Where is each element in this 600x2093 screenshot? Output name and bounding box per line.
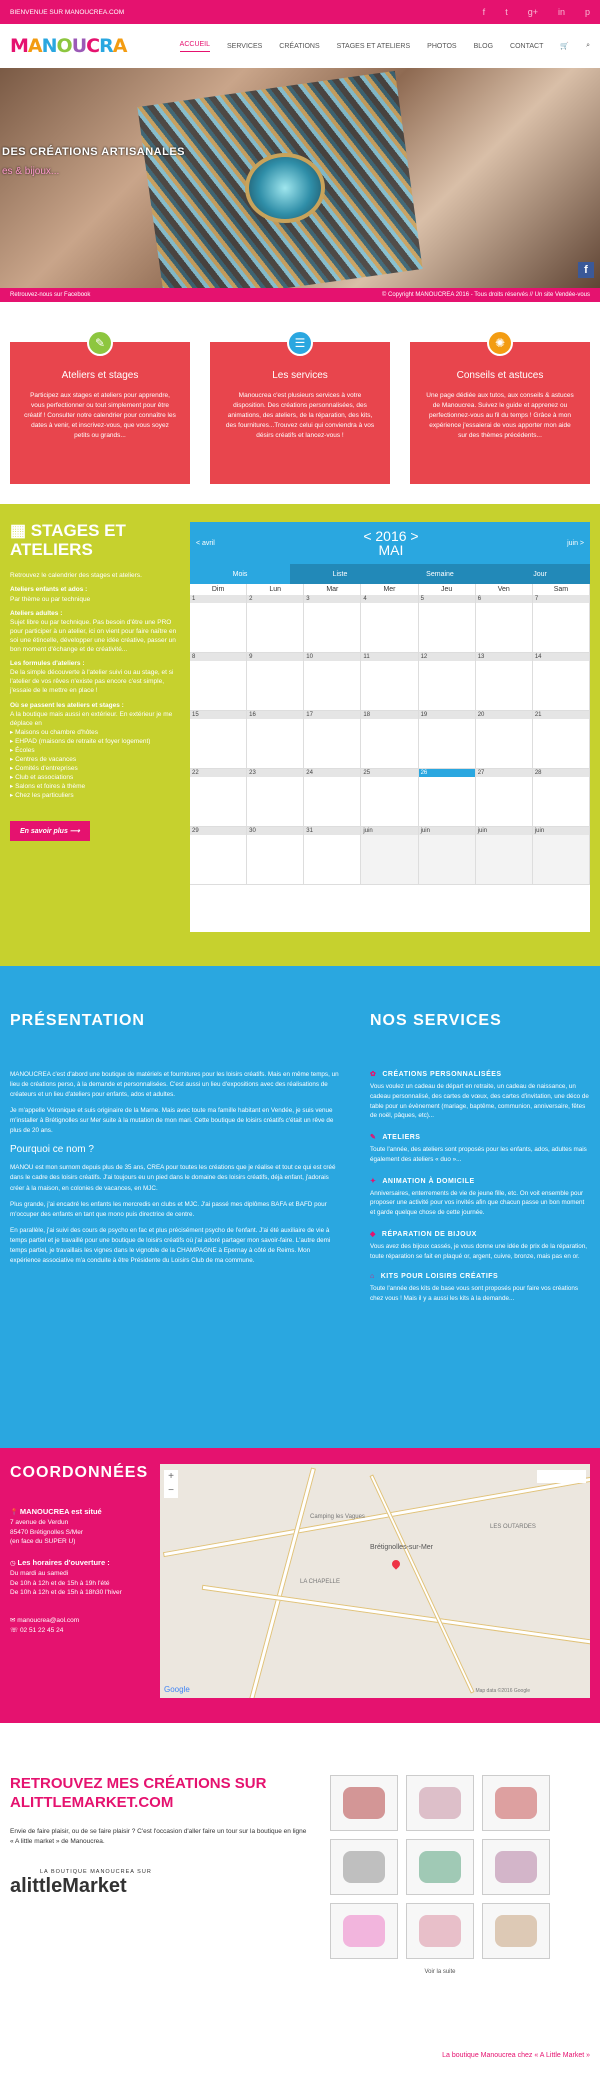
calendar-day[interactable]: 5: [419, 595, 476, 653]
hero-slogan-sub: es & bijoux...: [2, 166, 60, 177]
calendar-day[interactable]: 21: [533, 711, 590, 769]
calendar-day[interactable]: juin: [361, 827, 418, 885]
hero-stone-image: [245, 153, 325, 223]
calendar-day[interactable]: 2: [247, 595, 304, 653]
event-calendar: [190, 522, 590, 932]
card-text: Une page dédiée aux tutos, aux conseils & astuces de Manoucrea. Suivez le guide et apprenez ou perfectionnez-vous au fil du temps ! Grâce à mon expérience j'essaierai de vous apporter mon aide sur des thèmes précédents...: [426, 392, 574, 440]
calendar-day[interactable]: 6: [476, 595, 533, 653]
email-link[interactable]: manoucrea@aol.com: [17, 1617, 80, 1624]
nav-item-accueil[interactable]: ACCUEIL: [180, 41, 210, 52]
tab-liste[interactable]: Liste: [332, 570, 348, 578]
calendar-day[interactable]: 18: [361, 711, 418, 769]
main-nav: [0, 24, 600, 68]
top-bar: [0, 0, 600, 24]
product-thumbnail[interactable]: [482, 1903, 550, 1959]
market-text: Envie de faire plaisir, ou de se faire plaisir ? C'est l'occasion d'aller faire un tour sur la boutique en ligne « A little market » de Manoucrea.: [10, 1827, 307, 1845]
calendar-grid: [190, 584, 590, 885]
coordonnees-section: [0, 1448, 600, 1723]
nav-item-blog[interactable]: BLOG: [473, 42, 494, 50]
calendar-day[interactable]: 28: [533, 769, 590, 827]
gear-icon: ✿: [370, 1071, 377, 1078]
calendar-tabs: [190, 564, 590, 584]
diamond-icon: ◆: [370, 1230, 376, 1238]
pencil-icon: ✎: [87, 330, 113, 356]
calendar-year[interactable]: < 2016 >: [363, 528, 419, 544]
calendar-day[interactable]: 13: [476, 653, 533, 711]
nav-item-contact[interactable]: CONTACT: [510, 42, 544, 50]
animation-icon: ✦: [370, 1177, 377, 1185]
product-thumbnail[interactable]: [482, 1775, 550, 1831]
calendar-day[interactable]: 14: [533, 653, 590, 711]
nav-item-creations[interactable]: CRÉATIONS: [279, 42, 320, 50]
calendar-day[interactable]: 3: [304, 595, 361, 653]
calendar-day[interactable]: 12: [419, 653, 476, 711]
stages-info: [10, 522, 190, 966]
presentation-p4: Plus grande, j'ai encadré les enfants les mercredis en clubs et MJC. J'ai passé mes diplômes BAFA et BAFD pour m'occuper des enfants en tant que mono puis directrice de centre.: [10, 1200, 327, 1218]
presentation-subtitle: Pourquoi ce nom ?: [10, 1144, 94, 1156]
search-icon[interactable]: ⌕: [586, 42, 590, 49]
product-thumbnails: [330, 1775, 550, 1975]
calendar-day[interactable]: 17: [304, 711, 361, 769]
places-list: ▸ Maisons ou chambre d'hôtes ▸ EHPAD (maisons de retraite et foyer logement) ▸ Écoles ▸ Centres de vacances ▸ Comités d'entreprises ▸ Club et associations ▸ Salons et foires à thème ▸ Chez les particuliers: [10, 728, 182, 801]
service-item[interactable]: ⌂ KITS POUR LOISIRS CRÉATIFS Toute l'année des kits de base vous sont proposés pour faire vos créations chez vous ! Mais il y a aussi les kits à la demande...: [370, 1273, 579, 1302]
card-conseils[interactable]: [410, 336, 590, 484]
calendar-month: MAI: [378, 542, 404, 558]
social-links: [483, 7, 590, 17]
market-section: [0, 1723, 600, 1975]
presentation-section: [0, 966, 600, 1448]
presentation-block: [10, 1012, 340, 1448]
market-title: RETROUVEZ MES CRÉATIONS SUR ALITTLEMARKET.COM: [10, 1775, 267, 1811]
card-title: Les services: [272, 370, 328, 381]
facebook-icon[interactable]: f: [578, 262, 594, 278]
service-item[interactable]: ✦ ANIMATION À DOMICILE Anniversaires, enterrements de vie de jeune fille, etc. On voit ensemble pour proposer une activité pour vos invités afin que chacun passe un bon moment et garde quelque chose de cette journée.: [370, 1177, 585, 1216]
zoom-control[interactable]: + −: [164, 1470, 178, 1498]
calendar-day[interactable]: 19: [419, 711, 476, 769]
stages-section: [0, 504, 600, 966]
calendar-day[interactable]: 26: [419, 769, 476, 827]
calendar-day[interactable]: 30: [247, 827, 304, 885]
info-strip: [0, 288, 600, 302]
calendar-day[interactable]: 4: [361, 595, 418, 653]
calendar-day[interactable]: 24: [304, 769, 361, 827]
card-text: Participez aux stages et ateliers pour apprendre, vous perfectionner ou tout simplement pour être créatif ! Consulter notre calendrier pour connaître les dates à venir, et inscrivez-vous, que vous soyez petits ou grands...: [24, 392, 176, 440]
phone-number[interactable]: 02 51 22 45 24: [19, 1626, 64, 1634]
weekday-header: Mar: [304, 584, 361, 595]
phone-icon: ☏: [10, 1626, 20, 1634]
googleplus-icon[interactable]: g+: [527, 7, 538, 17]
house-icon: ⌂: [370, 1273, 375, 1281]
google-map[interactable]: + − Map | Satellite Camping les Vagues Brétignolles-sur-Mer LES OUTARDES LA CHAPELLE Google Map data ©2016 Google: [160, 1464, 590, 1698]
calendar-day[interactable]: 20: [476, 711, 533, 769]
calendar-day[interactable]: juin: [419, 827, 476, 885]
presentation-p2: Je m'appelle Véronique et suis originaire de la Marne. Mais avec toute ma famille habitant en Vendée, je suis venue m'installer à Brétignolles sur Mer suite à la mutation de mon mari. Cette boutique de loisirs créatifs c'était un rêve de plus de 20 ans.: [10, 1107, 334, 1135]
calendar-icon: ▦: [10, 521, 31, 540]
hero-slogan: DES CRÉATIONS ARTISANALES: [2, 146, 186, 158]
weekday-header: Lun: [247, 584, 304, 595]
calendar-day[interactable]: 11: [361, 653, 418, 711]
list-icon: ☰: [287, 330, 313, 356]
calendar-day[interactable]: 29: [190, 827, 247, 885]
nav-item-services[interactable]: SERVICES: [227, 42, 263, 50]
contact-info: COORDONNÉES 📍 MANOUCREA est situé 7 avenue de Verdun 85470 Brétignolles S/Mer (en face du SUPER U) ◷ Les horaires d'ouverture : Du mardi au samedi De 10h à 12h et de 15h à 19h l'été De 10h à 12h et de 15h à 18h30 l'hiver ✉ manoucrea@aol.com ☏ 02 51 22 45 24: [10, 1464, 160, 1723]
calendar-day[interactable]: 25: [361, 769, 418, 827]
facebook-link[interactable]: Retrouvez-nous sur Facebook: [10, 292, 91, 298]
feature-cards: [0, 302, 600, 504]
calendar-day[interactable]: 8: [190, 653, 247, 711]
card-text: Manoucrea c'est plusieurs services à votre disposition. Des créations personnalisées, des animations, des ateliers, de la réparation, des kits, des fournitures...Trouvez celui qui conviendra à vos désirs créatifs et lancez-vous !: [225, 392, 375, 440]
coord-title: COORDONNÉES: [10, 1464, 149, 1481]
calendar-day[interactable]: juin: [533, 827, 590, 885]
alittlemarket-logo[interactable]: LA BOUTIQUE MANOUCREA SUR alittleMarket: [10, 1869, 152, 1898]
calendar-day[interactable]: 31: [304, 827, 361, 885]
map-type-control[interactable]: Map | Satellite: [537, 1470, 586, 1483]
market-footer-link[interactable]: La boutique Manoucrea chez « A Little Market »: [442, 2052, 590, 2059]
calendar-day[interactable]: 7: [533, 595, 590, 653]
product-thumbnail[interactable]: [406, 1903, 474, 1959]
stages-text: Retrouvez le calendrier des stages et ateliers. Ateliers enfants et ados : Par thème ou par technique Ateliers adultes : Sujet libre ou par technique. Pas besoin d'être une PRO pour participer à un atelier, ici on vient pour faire naître en soi une étincelle, développer une idée créative, passer un bon moment d'échange et de créativité... Les formules d'ateliers : De la simple découverte à l'atelier suivi ou au stage, et si l'atelier de vos rêves n'existe pas encore c'est simple, j'essaie de le mettre en place ! Où se passent les ateliers et stages : A la boutique mais aussi en extérieur. En extérieur je me déplace en ▸ Maisons ou chambre d'hôtes ▸ EHPAD (maisons de retraite et foyer logement) ▸ Écoles ▸ Centres de vacances ▸ Comités d'entreprises ▸ Club et associations ▸ Salons et foires à thème ▸ Chez les particuliers: [10, 571, 182, 800]
nav-item-stages[interactable]: STAGES ET ATELIERS: [336, 42, 411, 50]
map-pin-icon: 📍: [10, 1509, 20, 1516]
nav-item-photos[interactable]: PHOTOS: [427, 42, 457, 50]
clock-icon: ◷: [10, 1560, 18, 1567]
weekday-header: Mer: [361, 584, 418, 595]
en-savoir-plus-button[interactable]: En savoir plus ⟶: [10, 821, 90, 841]
calendar-day[interactable]: 27: [476, 769, 533, 827]
product-thumbnail[interactable]: [406, 1775, 474, 1831]
calendar-day[interactable]: 16: [247, 711, 304, 769]
prev-month-button[interactable]: < avril: [196, 539, 215, 547]
card-ateliers[interactable]: [10, 336, 190, 484]
facebook-icon[interactable]: f: [482, 7, 486, 17]
market-info: [10, 1775, 310, 1975]
service-item[interactable]: ✿ CRÉATIONS PERSONNALISÉES Vous voulez un cadeau de départ en retraite, un cadeau de naissance, un cadeau personnalisé, des cartes de vœux, des cartes d'invitation, une déco de table pour un évènement (mariage, baptême, communion, anniversaire, fêtes de noël, pâques, etc)...: [370, 1071, 589, 1120]
lightbulb-icon: ✺: [487, 330, 513, 356]
weekday-header: Ven: [476, 584, 533, 595]
presentation-p5: En parallèle, j'ai suivi des cours de psycho en fac et plus précisément psycho de l'enfant. J'ai été auxiliaire de vie à temps partiel et je travaillé pour une boutique de loisirs créatifs où j'ai adoré partager mon savoir-faire. L'autre demi temps partiel, je travaillais les vignes dans le vignoble de la CHAMPAGNE à Epernay à côté de Reims. Mon expérience associative m'a conduite à être Présidente du Loisirs Club de ma commune.: [10, 1226, 331, 1264]
stages-title: ▦ STAGES ET ATELIERS: [10, 521, 126, 559]
calendar-day[interactable]: 10: [304, 653, 361, 711]
site-logo[interactable]: MANOUCRA: [10, 34, 127, 57]
pinterest-icon[interactable]: p: [584, 7, 590, 17]
service-item[interactable]: ✎ ATELIERS Toute l'année, des ateliers sont proposés pour les enfants, ados, adultes mais également des ateliers « duo »...: [370, 1134, 587, 1163]
tab-jour[interactable]: Jour: [533, 570, 547, 578]
tab-mois[interactable]: Mois: [190, 564, 290, 584]
voir-la-suite-link[interactable]: Voir la suite: [424, 1969, 456, 1975]
product-thumbnail[interactable]: [406, 1839, 474, 1895]
calendar-day[interactable]: 9: [247, 653, 304, 711]
weekday-header: Dim: [190, 584, 247, 595]
cart-icon[interactable]: 🛒: [560, 43, 570, 50]
next-month-button[interactable]: juin >: [567, 539, 584, 547]
copyright-text: © Copyright MANOUCREA 2016 - Tous droits réservés // Un site Vendée-vous: [381, 292, 590, 298]
twitter-icon[interactable]: t: [505, 7, 508, 17]
calendar-day[interactable]: 15: [190, 711, 247, 769]
weekday-header: Jeu: [419, 584, 476, 595]
product-thumbnail[interactable]: [330, 1775, 398, 1831]
email-icon: ✉: [10, 1617, 18, 1624]
services-block: [370, 1012, 590, 1448]
product-thumbnail[interactable]: [330, 1903, 398, 1959]
service-item[interactable]: ◆ RÉPARATION DE BIJOUX Vous avez des bijoux cassés, je vous donne une idée de prix de la réparation, toute réparation se fait en plaqué or, argent, cuivre, bronze, mais pas en or.: [370, 1230, 588, 1260]
welcome-text: BIENVENUE SUR MANOUCREA.COM: [10, 8, 125, 16]
calendar-header: [190, 522, 590, 564]
weekday-header: Sam: [533, 584, 590, 595]
tab-semaine[interactable]: Semaine: [426, 570, 454, 578]
card-title: Conseils et astuces: [456, 370, 544, 381]
map-marker-icon[interactable]: [390, 1558, 401, 1569]
presentation-p1: MANOUCREA c'est d'abord une boutique de matériels et fournitures pour les loisirs créatifs. Mais en même temps, un lieu de créations perso, à la demande et personnalisées. C'est aussi un lieu d'expositions avec des réalisations de créateurs et un lieu d'ateliers pour enfants, ados et adultes.: [10, 1071, 339, 1099]
services-title: NOS SERVICES: [370, 1012, 502, 1029]
calendar-day[interactable]: 1: [190, 595, 247, 653]
product-thumbnail[interactable]: [330, 1839, 398, 1895]
nav-menu: [180, 41, 590, 52]
card-title: Ateliers et stages: [61, 370, 139, 381]
calendar-day[interactable]: juin: [476, 827, 533, 885]
presentation-p3: MANOU est mon surnom depuis plus de 35 ans, CREA pour toutes les créations que je réalise et tout ce qui est créé dans le cadre des loisirs créatifs. J'ai toujours eu un pied dans le domaine des loisirs créatifs, déjà enfant, j'adorais créer à la maison, en colonies de vacances, en MJC.: [10, 1164, 336, 1192]
card-services[interactable]: [210, 336, 390, 484]
product-thumbnail[interactable]: [482, 1839, 550, 1895]
hero-slider[interactable]: [0, 68, 600, 288]
linkedin-icon[interactable]: in: [557, 7, 565, 17]
brush-icon: ✎: [370, 1134, 377, 1141]
presentation-title: PRÉSENTATION: [10, 1012, 145, 1029]
calendar-day[interactable]: 23: [247, 769, 304, 827]
calendar-day[interactable]: 22: [190, 769, 247, 827]
